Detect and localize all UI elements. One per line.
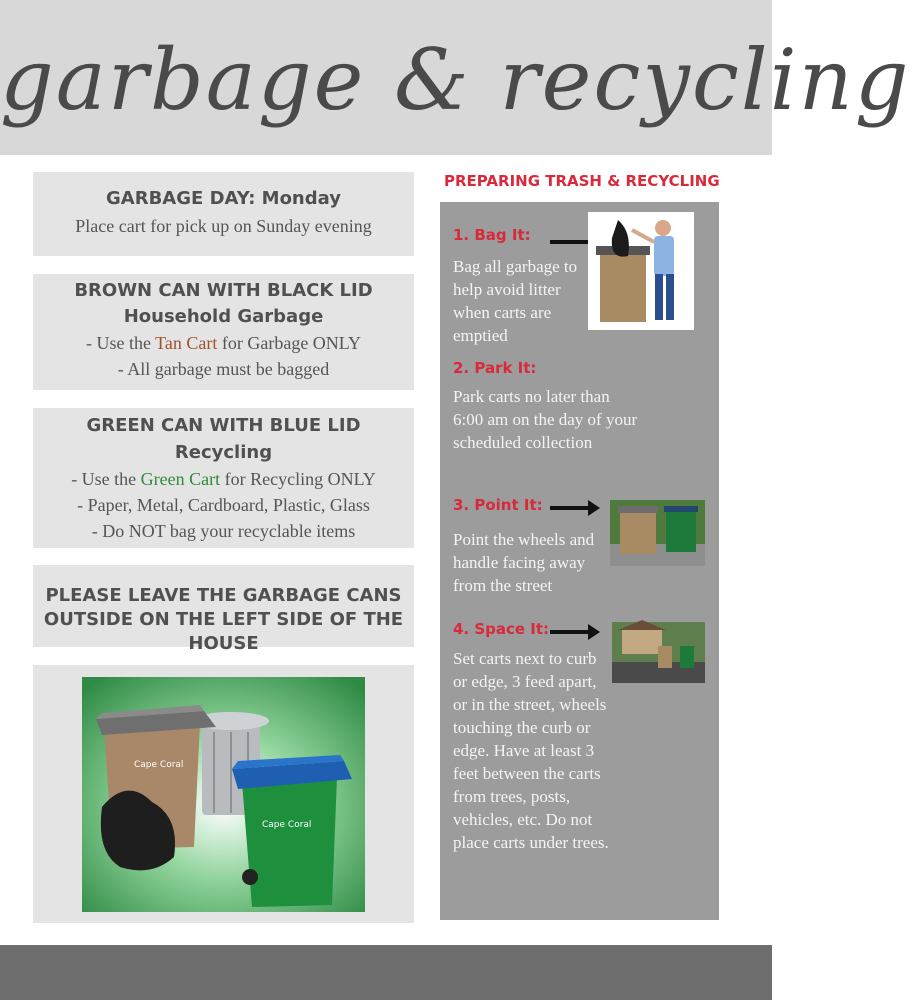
brown-can-heading: BROWN CAN WITH BLACK LID — [74, 280, 373, 301]
bag-it-photo — [588, 212, 694, 330]
step-2-label: 2. Park It: — [453, 359, 537, 377]
green-can-line1 — [33, 466, 414, 492]
green-can-line2: - Paper, Metal, Cardboard, Plastic, Glass — [77, 495, 370, 515]
notice-line1: PLEASE LEAVE THE GARBAGE CANS — [45, 585, 402, 606]
green-can-box — [33, 408, 414, 548]
brown-can-line1-post: for Garbage ONLY — [217, 333, 361, 353]
page-title: garbage & recycling — [0, 31, 911, 129]
brown-can-line1-pre: - Use the — [85, 333, 156, 353]
step-4-label: 4. Space It: — [453, 620, 550, 638]
arrow-right-icon — [550, 506, 592, 510]
notice-line2: OUTSIDE ON THE LEFT SIDE OF THE HOUSE — [43, 609, 404, 654]
arrow-right-icon — [550, 240, 592, 244]
brown-can-subheading: Household Garbage — [123, 306, 324, 327]
notice-box — [33, 565, 414, 654]
garbage-day-heading: GARBAGE DAY: Monday — [106, 188, 341, 209]
preparing-title: PREPARING TRASH & RECYCLING — [444, 172, 720, 190]
step-1-text: Bag all garbage to help avoid litter when carts are emptied — [453, 257, 578, 345]
green-can-line1-post: for Recycling ONLY — [220, 469, 376, 489]
garbage-and-recycling-carts-illustration — [82, 677, 365, 912]
svg-text:Cape Coral: Cape Coral — [134, 760, 184, 770]
header-banner — [0, 0, 911, 155]
svg-text:Cape Coral: Cape Coral — [262, 820, 312, 830]
arrow-right-icon — [550, 630, 592, 634]
green-cart-text: Green Cart — [140, 469, 221, 489]
step-1-label: 1. Bag It: — [453, 226, 531, 244]
garbage-day-line: Place cart for pick up on Sunday evening — [75, 216, 372, 236]
green-can-line3: - Do NOT bag your recyclable items — [91, 521, 356, 541]
footer-bar — [0, 945, 772, 1000]
space-it-photo — [612, 622, 705, 683]
step-3-label: 3. Point It: — [453, 496, 543, 514]
point-it-photo — [610, 500, 705, 566]
green-can-heading: GREEN CAN WITH BLUE LID — [86, 415, 361, 436]
step-2-text: Park carts no later than 6:00 am on the day of your scheduled collection — [453, 387, 638, 452]
brown-can-box — [33, 274, 414, 390]
garbage-day-box — [33, 172, 414, 256]
step-3-text: Point the wheels and handle facing away from the street — [453, 530, 595, 595]
green-can-line1-pre: - Use the — [71, 469, 141, 489]
step-4-text: Set carts next to curb or edge, 3 feed apart, or in the street, wheels touching the curb or edge. Have at least 3 feet between the carts from trees, posts, vehicles, etc. Do not place carts under trees. — [453, 649, 609, 852]
brown-can-line1 — [33, 330, 414, 356]
green-can-subheading: Recycling — [174, 442, 273, 463]
brown-can-line2: - All garbage must be bagged — [117, 359, 330, 379]
tan-cart-text: Tan Cart — [155, 333, 218, 353]
cans-image-box — [33, 665, 414, 923]
